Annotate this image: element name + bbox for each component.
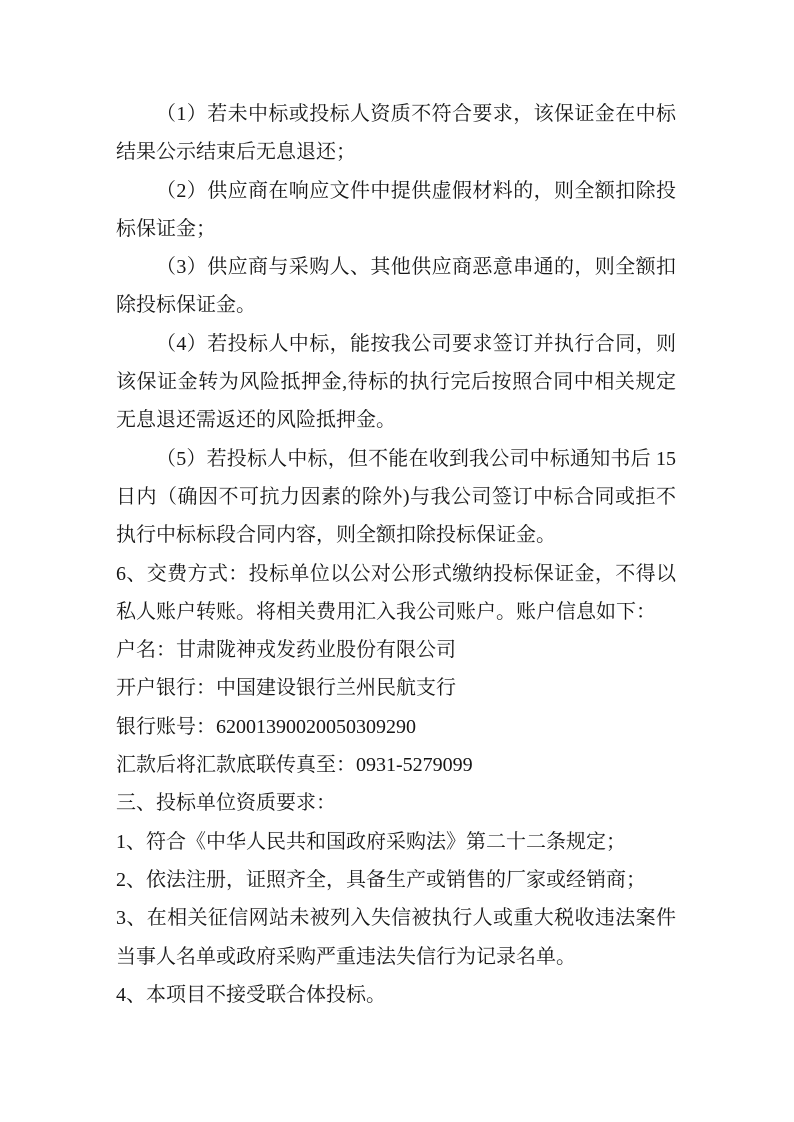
clause-1-no-award-refund: （1）若未中标或投标人资质不符合要求，该保证金在中标结果公示结束后无息退还； [116, 103, 676, 164]
bank-account-number-line: 银行账号：62001390020050309290 [116, 715, 416, 738]
qualification-item-3: 3、在相关征信网站未被列入失信被执行人或重大税收违法案件当事人名单或政府采购严重违法失信行为记录名单。 [116, 907, 676, 968]
clause-3-collusion: （3）供应商与采购人、其他供应商恶意串通的，则全额扣除投标保证金。 [116, 256, 676, 317]
fax-instruction-line: 汇款后将汇款底联传真至：0931-5279099 [116, 754, 473, 777]
clause-5-contract-refusal: （5）若投标人中标，但不能在收到我公司中标通知书后 15 日内（确因不可抗力因素的除外)与我公司签订中标合同或拒不执行中标标段合同内容，则全额扣除投标保证金。 [116, 447, 676, 547]
bank-name-line: 开户银行：中国建设银行兰州民航支行 [116, 677, 456, 700]
clause-2-false-materials: （2）供应商在响应文件中提供虚假材料的，则全额扣除投标保证金； [116, 179, 676, 240]
qualification-item-1: 1、符合《中华人民共和国政府采购法》第二十二条规定； [116, 830, 626, 853]
payment-method-paragraph: 6、交费方式：投标单位以公对公形式缴纳投标保证金，不得以私人账户转账。将相关费用汇入我公司账户。账户信息如下： [116, 562, 676, 623]
clause-4-contract-execution: （4）若投标人中标，能按我公司要求签订并执行合同，则该保证金转为风险抵押金,待标的执行完后按照合同中相关规定无息退还需返还的风险抵押金。 [116, 332, 676, 432]
account-name-line: 户名：甘肃陇神戎发药业股份有限公司 [116, 639, 456, 662]
section-heading-qualifications: 三、投标单位资质要求： [116, 792, 336, 815]
qualification-item-2: 2、依法注册，证照齐全，具备生产或销售的厂家或经销商； [116, 868, 646, 891]
qualification-item-4: 4、本项目不接受联合体投标。 [116, 983, 386, 1006]
document-content [116, 95, 676, 1014]
